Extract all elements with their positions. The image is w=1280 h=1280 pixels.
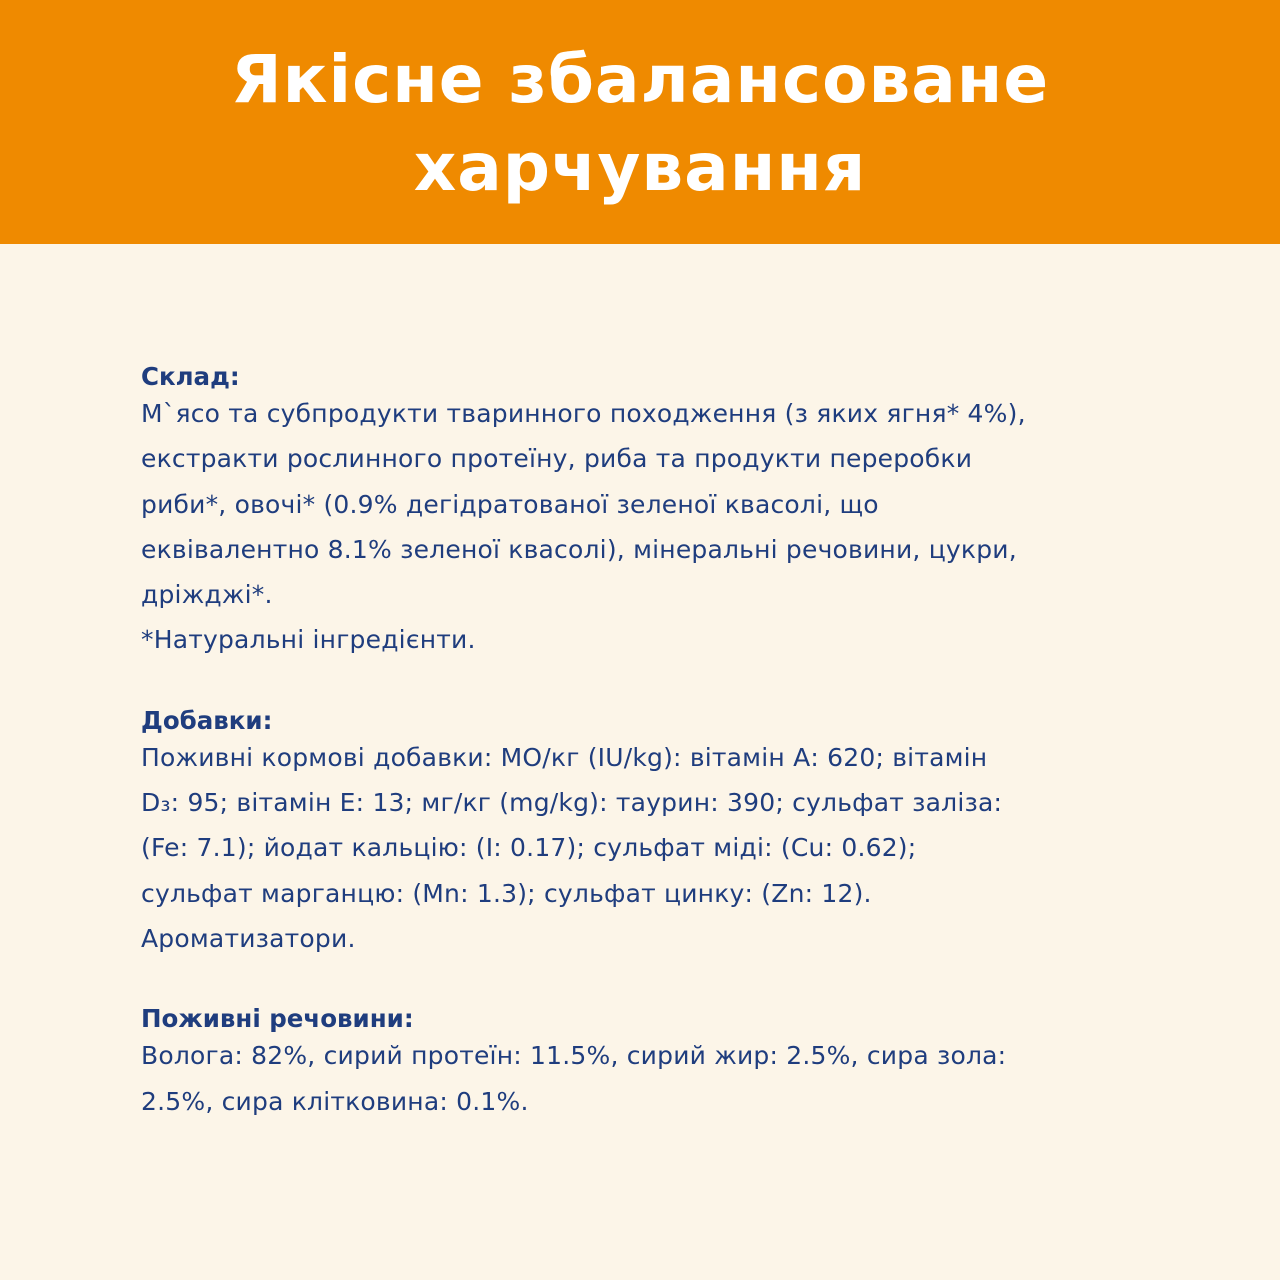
additives-section xyxy=(141,704,1161,961)
composition-line: риби*, овочі* (0.9% дегідратованої зеленої квасолі, що xyxy=(141,489,879,519)
composition-text xyxy=(141,391,1161,663)
composition-section xyxy=(141,360,1161,663)
additives-line: Ароматизатори. xyxy=(141,923,356,953)
additives-line: (Fe: 7.1); йодат кальцію: (I: 0.17); сульфат міді: (Cu: 0.62); xyxy=(141,833,917,863)
additives-text xyxy=(141,735,1161,961)
page-title-line-2: харчування xyxy=(413,129,867,206)
nutrients-line: 2.5%, сира клітковина: 0.1%. xyxy=(141,1086,529,1116)
additives-line: Поживні кормові добавки: МО/кг (IU/kg): вітамін А: 620; вітамін xyxy=(141,742,988,772)
additives-line: сульфат марганцю: (Mn: 1.3); сульфат цинку: (Zn: 12). xyxy=(141,878,872,908)
nutrients-section xyxy=(141,1002,1161,1124)
nutrients-heading: Поживні речовини: xyxy=(141,1004,414,1034)
composition-line: еквівалентно 8.1% зеленої квасолі), мінеральні речовини, цукри, xyxy=(141,534,1017,564)
composition-line: екстракти рослинного протеїну, риба та продукти переробки xyxy=(141,444,973,474)
header-banner xyxy=(0,0,1280,244)
additives-heading: Добавки: xyxy=(141,705,273,735)
additives-line: D₃: 95; вітамін Е: 13; мг/кг (mg/kg): таурин: 390; сульфат заліза: xyxy=(141,788,1003,818)
composition-line: дріжджі*. xyxy=(141,580,273,610)
composition-line: М`ясо та субпродукти тваринного походження (з яких ягня* 4%), xyxy=(141,399,1026,428)
nutrients-text xyxy=(141,1033,1161,1124)
product-info xyxy=(141,360,1161,1165)
page-title-line-1: Якісне збалансоване xyxy=(230,41,1050,118)
composition-heading: Склад: xyxy=(141,362,240,391)
composition-footnote: *Натуральні інгредієнти. xyxy=(141,625,476,655)
nutrients-line: Волога: 82%, сирий протеїн: 11.5%, сирий жир: 2.5%, сира зола: xyxy=(141,1041,1007,1071)
page-title xyxy=(231,32,1049,212)
